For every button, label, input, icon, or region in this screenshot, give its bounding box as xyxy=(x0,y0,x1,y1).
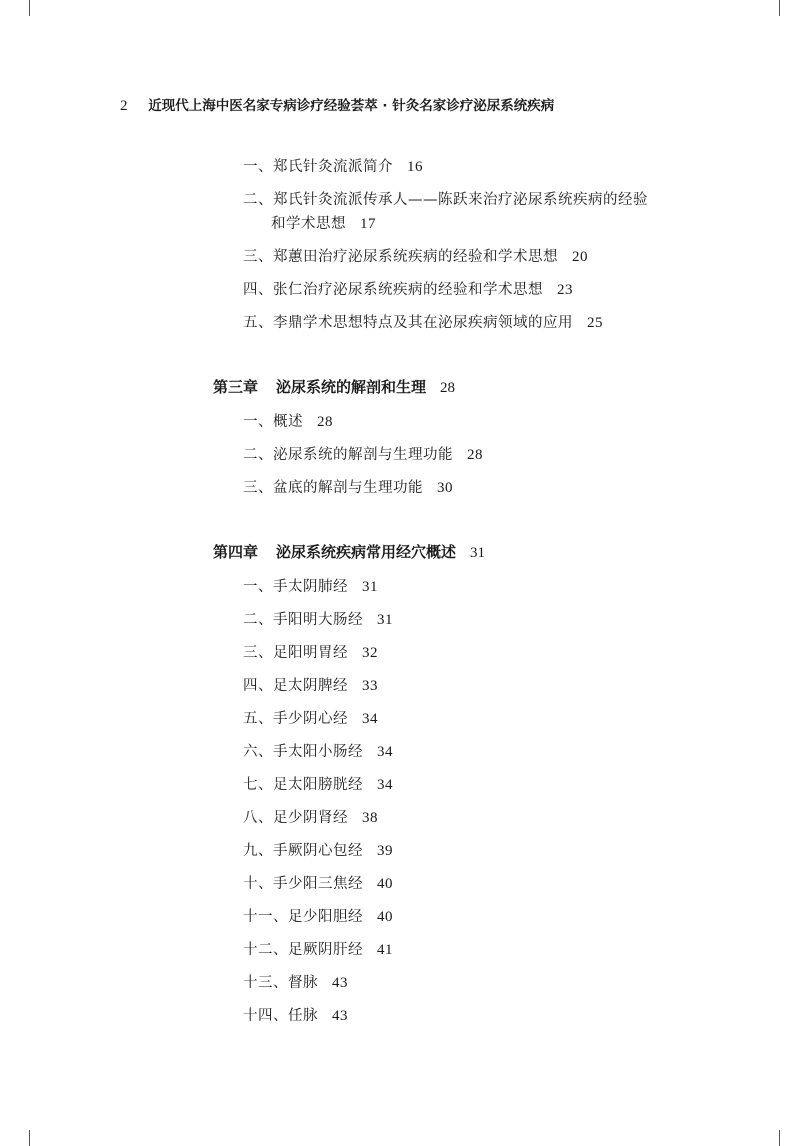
toc-page-number: 40 xyxy=(377,876,393,892)
chapter-label: 第四章 xyxy=(213,543,259,561)
chapter-heading[interactable] xyxy=(213,541,485,562)
toc-page-number: 28 xyxy=(440,380,456,396)
crop-mark-bottom-left xyxy=(29,1130,30,1146)
toc-entry[interactable]: 一、手太阴肺经 31 xyxy=(243,579,378,595)
toc-page-number: 43 xyxy=(332,1008,348,1024)
toc-page-number: 41 xyxy=(377,942,393,958)
toc-entry[interactable]: 十三、督脉 43 xyxy=(243,975,348,991)
toc-page-number: 25 xyxy=(587,315,603,331)
toc-entry[interactable]: 三、郑蕙田治疗泌尿系统疾病的经验和学术思想 20 xyxy=(243,249,588,265)
book-title: 近现代上海中医名家专病诊疗经验荟萃 · 针灸名家诊疗泌尿系统疾病 xyxy=(148,98,555,114)
toc-entry[interactable]: 九、手厥阴心包经 39 xyxy=(243,843,393,859)
crop-mark-bottom-right xyxy=(779,1130,780,1146)
toc-entry[interactable]: 十一、足少阳胆经 40 xyxy=(243,909,393,925)
chapter-title: 泌尿系统疾病常用经穴概述 xyxy=(276,543,457,561)
toc-page-number: 16 xyxy=(407,159,423,175)
toc-page-number: 33 xyxy=(362,678,378,694)
toc-page-number: 38 xyxy=(362,810,378,826)
toc-page-number: 31 xyxy=(470,545,486,561)
toc-entry[interactable]: 十、手少阳三焦经 40 xyxy=(243,876,393,892)
toc-entry[interactable]: 五、手少阴心经 34 xyxy=(243,711,378,727)
chapter-title: 泌尿系统的解剖和生理 xyxy=(276,378,427,396)
toc-entry[interactable]: 三、盆底的解剖与生理功能 30 xyxy=(243,480,453,496)
chapter-heading[interactable] xyxy=(213,376,455,397)
page-number: 2 xyxy=(120,98,128,114)
toc-page-number: 31 xyxy=(362,579,378,595)
chapter-label: 第三章 xyxy=(213,378,259,396)
toc-page-number: 20 xyxy=(572,249,588,265)
toc-page-number: 32 xyxy=(362,645,378,661)
toc-entry[interactable]: 三、足阳明胃经 32 xyxy=(243,645,378,661)
crop-mark-top-right xyxy=(779,0,780,16)
toc-page-number: 43 xyxy=(332,975,348,991)
toc-entry[interactable]: 十四、任脉 43 xyxy=(243,1008,348,1024)
toc-entry[interactable]: 八、足少阴肾经 38 xyxy=(243,810,378,826)
toc-page-number: 17 xyxy=(360,216,376,232)
toc-page-number: 34 xyxy=(377,744,393,760)
toc-entry[interactable]: 二、郑氏针灸流派传承人——陈跃来治疗泌尿系统疾病的经验 xyxy=(243,192,648,208)
toc-page-number: 39 xyxy=(377,843,393,859)
toc-entry[interactable]: 四、足太阴脾经 33 xyxy=(243,678,378,694)
toc-page-number: 34 xyxy=(377,777,393,793)
toc-page-number: 28 xyxy=(317,414,333,430)
toc-entry[interactable]: 二、手阳明大肠经 31 xyxy=(243,612,393,628)
crop-mark-top-left xyxy=(29,0,30,16)
toc-page-number: 40 xyxy=(377,909,393,925)
toc-entry[interactable]: 一、郑氏针灸流派简介 16 xyxy=(243,159,423,175)
toc-page-number: 28 xyxy=(467,447,483,463)
toc-page-number: 31 xyxy=(377,612,393,628)
toc-entry[interactable]: 四、张仁治疗泌尿系统疾病的经验和学术思想 23 xyxy=(243,282,573,298)
toc-entry[interactable]: 六、手太阳小肠经 34 xyxy=(243,744,393,760)
toc-entry[interactable]: 十二、足厥阴肝经 41 xyxy=(243,942,393,958)
toc-entry[interactable]: 七、足太阳膀胱经 34 xyxy=(243,777,393,793)
running-header xyxy=(120,94,554,114)
toc-entry[interactable]: 五、李鼎学术思想特点及其在泌尿疾病领域的应用 25 xyxy=(243,315,603,331)
toc-page-number: 23 xyxy=(557,282,573,298)
toc-entry[interactable]: 二、泌尿系统的解剖与生理功能 28 xyxy=(243,447,483,463)
toc-page-number: 34 xyxy=(362,711,378,727)
toc-page-number: 30 xyxy=(437,480,453,496)
toc-entry-continuation[interactable]: 和学术思想 17 xyxy=(271,216,376,232)
toc-entry[interactable]: 一、概述 28 xyxy=(243,414,333,430)
